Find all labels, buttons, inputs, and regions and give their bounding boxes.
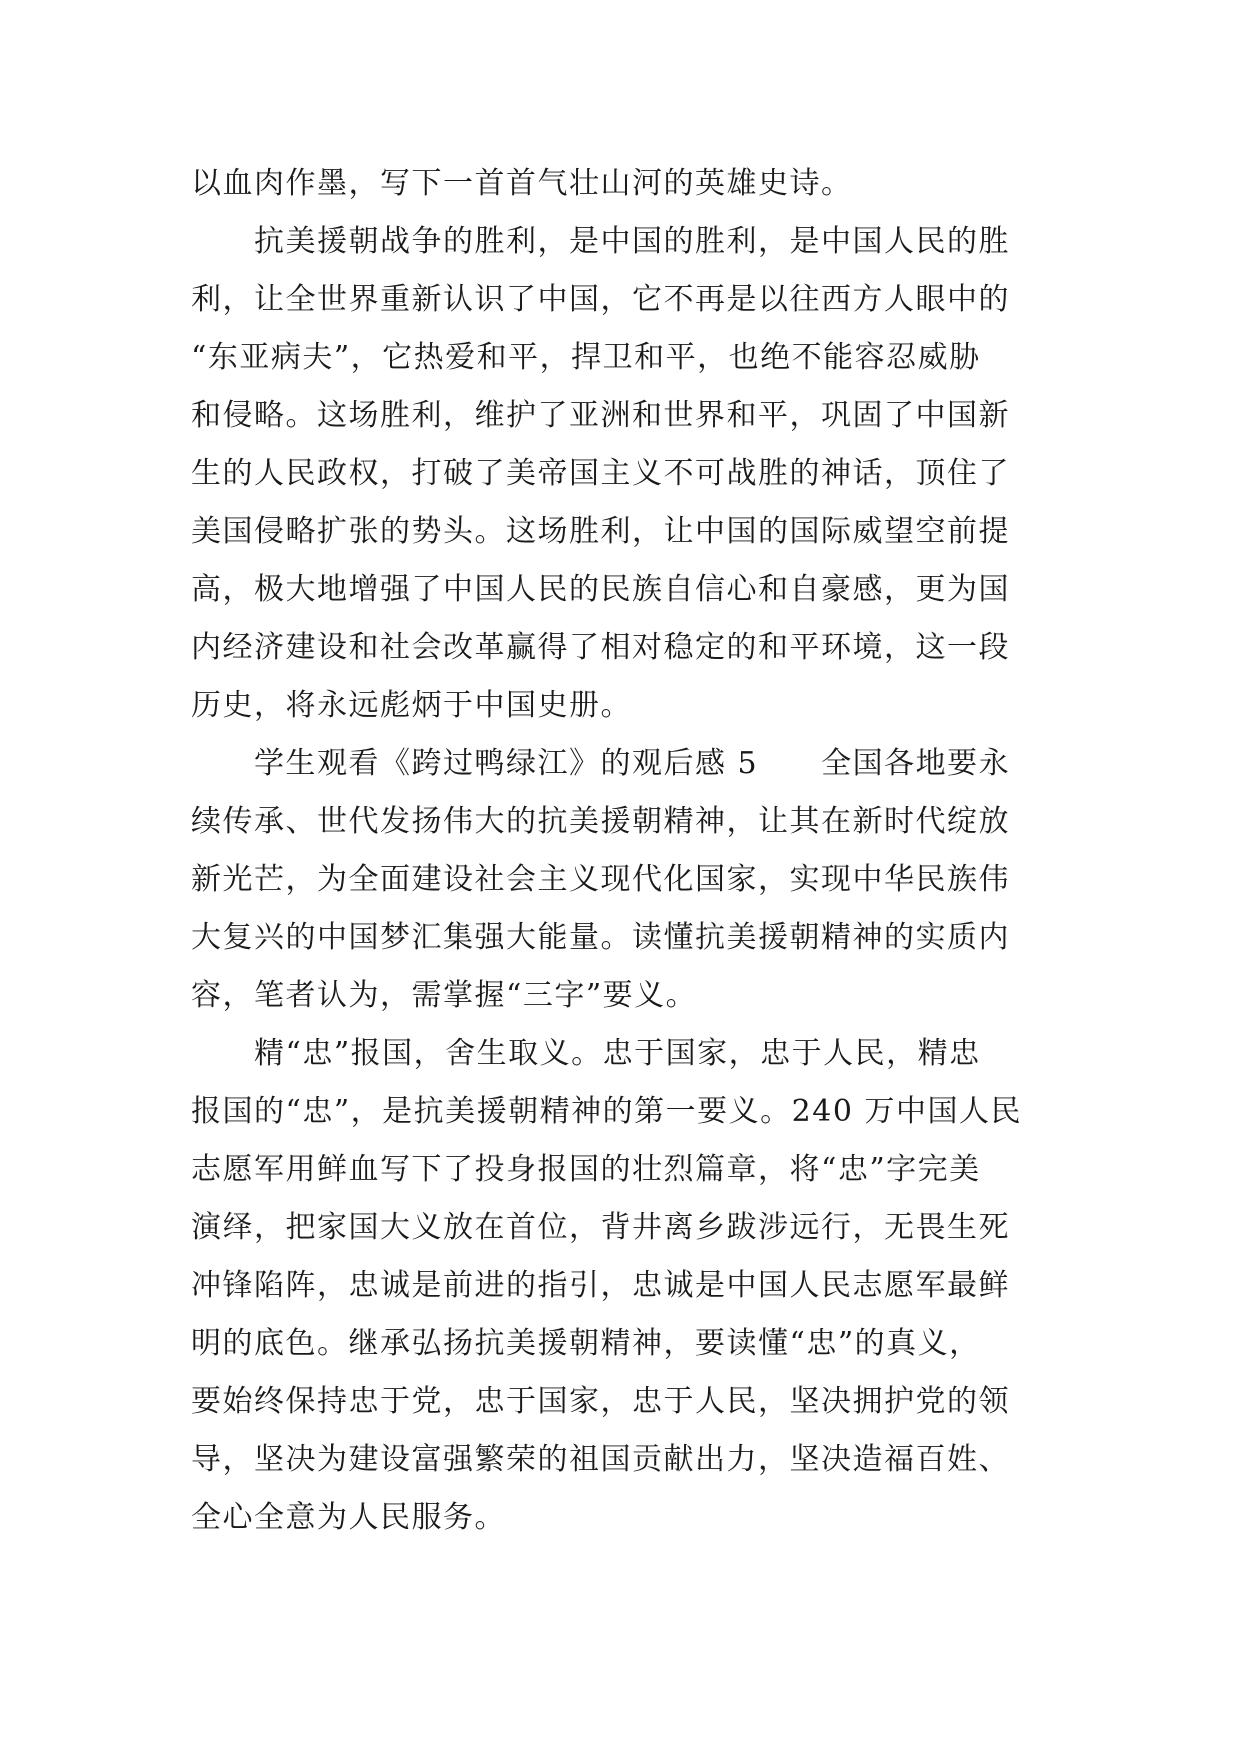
- text-line: 容，笔者认为，需掌握“三字”要义。: [191, 978, 698, 1013]
- text-line: 明的底色。继承弘扬抗美援朝精神，要读懂“忠”的真义，: [191, 1326, 981, 1361]
- text-line: 要始终保持忠于党，忠于国家，忠于人民，坚决拥护党的领: [191, 1384, 1010, 1419]
- text-line: 新光芒，为全面建设社会主义现代化国家，实现中华民族伟: [191, 862, 1010, 897]
- text-line: 导，坚决为建设富强繁荣的祖国贡献出力，坚决造福百姓、: [191, 1442, 1010, 1477]
- text-line: 志愿军用鲜血写下了投身报国的壮烈篇章，将“忠”字完美: [191, 1152, 981, 1187]
- text-line: 精“忠”报国，舍生取义。忠于国家，忠于人民，精忠: [191, 1036, 981, 1071]
- text-line: 大复兴的中国梦汇集强大能量。读懂抗美援朝精神的实质内: [191, 920, 1010, 955]
- text-line: 演绎，把家国大义放在首位，背井离乡跋涉远行，无畏生死: [191, 1210, 1010, 1245]
- text-line: 全心全意为人民服务。: [191, 1500, 506, 1535]
- section-heading-line: 学生观看《跨过鸭绿江》的观后感 5 全国各地要永: [191, 746, 1011, 781]
- text-line: 美国侵略扩张的势头。这场胜利，让中国的国际威望空前提: [191, 514, 1010, 549]
- text-line: 历史，将永远彪炳于中国史册。: [191, 688, 632, 723]
- text-line: 高，极大地增强了中国人民的民族自信心和自豪感，更为国: [191, 572, 1010, 607]
- text-line: 抗美援朝战争的胜利，是中国的胜利，是中国人民的胜: [191, 224, 1010, 259]
- text-line: “东亚病夫”，它热爱和平，捍卫和平，也绝不能容忍威胁: [191, 340, 981, 375]
- text-line: 续传承、世代发扬伟大的抗美援朝精神，让其在新时代绽放: [191, 804, 1010, 839]
- text-line: 生的人民政权，打破了美帝国主义不可战胜的神话，顶住了: [191, 456, 1010, 491]
- text-line: 利，让全世界重新认识了中国，它不再是以往西方人眼中的: [191, 282, 1010, 317]
- text-line: 内经济建设和社会改革赢得了相对稳定的和平环境，这一段: [191, 630, 1010, 665]
- text-line: 和侵略。这场胜利，维护了亚洲和世界和平，巩固了中国新: [191, 398, 1010, 433]
- text-line: 以血肉作墨，写下一首首气壮山河的英雄史诗。: [191, 166, 853, 201]
- text-line: 报国的“忠”，是抗美援朝精神的第一要义。240 万中国人民: [191, 1094, 1022, 1129]
- text-line: 冲锋陷阵，忠诚是前进的指引，忠诚是中国人民志愿军最鲜: [191, 1268, 1010, 1303]
- body-text: [191, 155, 1071, 1547]
